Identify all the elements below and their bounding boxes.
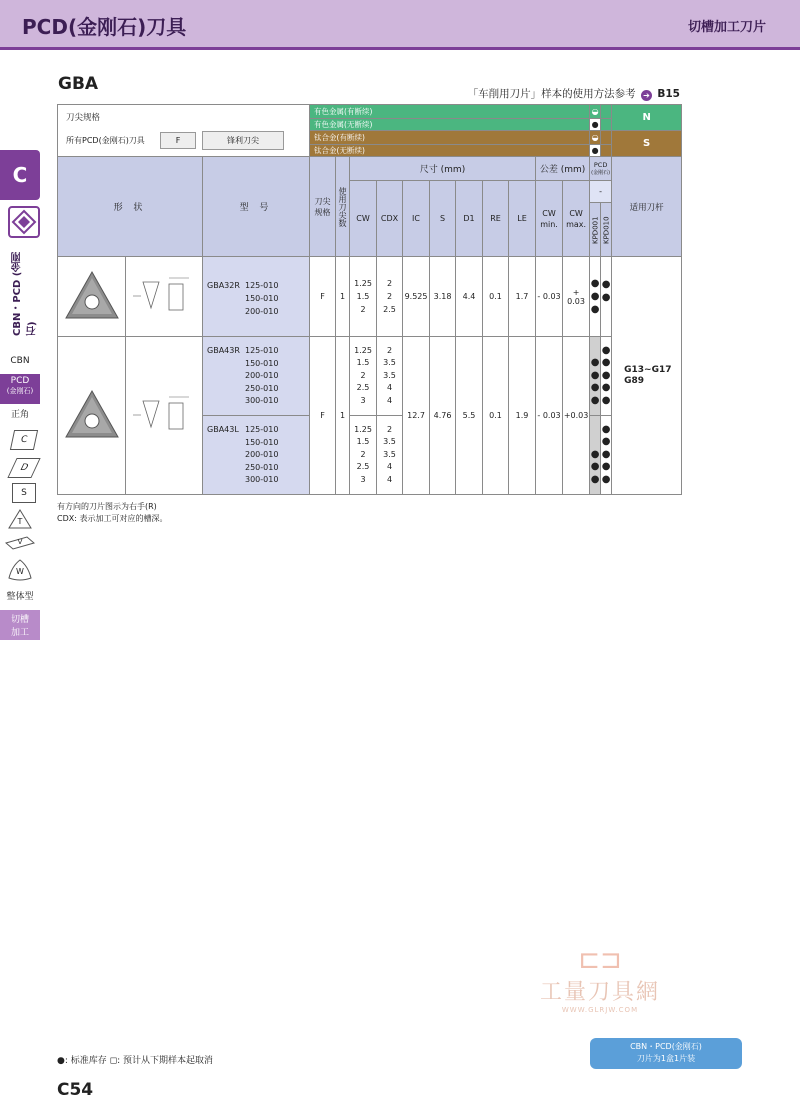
model-size: 300-010 <box>245 475 279 484</box>
col-dim-d1: D1 <box>456 181 483 257</box>
cdx-value: 4 <box>386 383 393 393</box>
cw-value: 3 <box>360 395 366 405</box>
cw-value: 2 <box>360 370 366 380</box>
pcd-dash: - <box>590 181 612 203</box>
cdx-value: 4 <box>386 474 393 484</box>
sidebar-item-w-label: W <box>16 567 24 576</box>
col-tip: 刀尖规格 <box>310 157 336 257</box>
stock-kpd010 <box>601 416 612 495</box>
sidebar-item-v[interactable] <box>0 536 40 553</box>
model-size: 200-010 <box>245 307 279 316</box>
model-cell-32 <box>203 257 310 337</box>
stock-dot: ● <box>590 448 600 460</box>
cdx-value: 3.5 <box>383 358 396 368</box>
holder-value: G13~G17 G89 <box>612 257 682 495</box>
sidebar-item-t[interactable] <box>0 508 40 533</box>
group-s: S <box>612 131 682 157</box>
col-dim-cdx: CDX <box>377 181 403 257</box>
model-size: 150-010 <box>245 358 279 368</box>
col-tol-min: CW min. <box>536 181 563 257</box>
stock-dot: ● <box>590 278 600 289</box>
cw-value: 1.5 <box>356 358 370 368</box>
diamond-insert-icon <box>8 206 40 238</box>
col-model: 型 号 <box>203 157 310 257</box>
stock-legend: ●: 标准库存 ◻: 预计从下期样本起取消 <box>57 1056 213 1066</box>
reference-page[interactable]: B15 <box>657 88 680 100</box>
model-sizes <box>245 279 278 318</box>
model-name: GBA43R <box>207 346 240 355</box>
stock-dot: ● <box>601 473 611 485</box>
insert-photo-43 <box>58 337 126 495</box>
tip-desc: 锋利刀尖 <box>202 131 284 150</box>
model-sizes <box>245 345 278 408</box>
material-mark-empty <box>601 145 612 157</box>
edges-value: 1 <box>336 257 350 337</box>
stock-dot: ● <box>590 461 600 473</box>
cdx-value: 2 <box>386 424 393 434</box>
stock-kpd001 <box>590 337 601 416</box>
insert-photo-32 <box>58 257 126 337</box>
stock-kpd001 <box>590 257 601 337</box>
sidebar-item-pcd-sub: (金刚石) <box>6 387 34 395</box>
watermark <box>530 945 670 1014</box>
page-number: C54 <box>57 1080 94 1100</box>
stock-dot <box>590 345 600 358</box>
model-name: GBA32R <box>207 281 240 290</box>
tip-value: F <box>310 257 336 337</box>
cw-values <box>350 416 377 495</box>
cw-value: 1.5 <box>356 437 370 447</box>
col-dim-cw: CW <box>350 181 377 257</box>
sidebar-vertical-label: CBN・PCD (金刚石) <box>12 251 38 336</box>
cdx-values <box>377 337 403 416</box>
all-pcd-label: 所有PCD(金刚石)刀具 <box>66 136 145 145</box>
material-mark: ◒ <box>590 131 601 145</box>
model-cell-43r <box>203 337 310 416</box>
tol-min-value: - 0.03 <box>536 337 563 495</box>
stock-kpd010 <box>601 257 612 337</box>
cw-value: 2.5 <box>356 462 370 472</box>
model-sizes <box>245 424 278 487</box>
le-value: 1.7 <box>509 257 536 337</box>
grade-kpd001: KPD001 <box>590 203 601 257</box>
tip-value: F <box>310 337 336 495</box>
stock-kpd010 <box>601 337 612 416</box>
model-size: 125-010 <box>245 425 279 434</box>
category-tab-c[interactable]: C <box>0 150 40 200</box>
model-name: GBA43L <box>207 425 239 434</box>
header-divider <box>0 47 800 50</box>
cdx-value: 2.5 <box>383 305 396 314</box>
cw-values <box>350 257 377 337</box>
model-size: 125-010 <box>245 281 279 290</box>
gba-spec-table <box>57 104 682 495</box>
cdx-value: 2 <box>386 345 393 355</box>
cw-value: 1.25 <box>354 424 372 434</box>
note-line: CDX: 表示加工可对应的槽深。 <box>57 514 168 523</box>
material-mark: ● <box>590 145 601 157</box>
s-value: 3.18 <box>430 257 456 337</box>
sidebar-item-grooving-line2: 加工 <box>10 628 29 638</box>
stock-dot: ● <box>601 382 611 394</box>
sidebar-item-cbn[interactable]: CBN <box>10 356 30 366</box>
product-heading: GBA <box>58 74 99 94</box>
edges-value: 1 <box>336 337 350 495</box>
stock-dot: ● <box>590 291 600 302</box>
stock-dot: ● <box>601 357 611 369</box>
col-pcd <box>590 157 612 181</box>
tip-code: F <box>160 132 196 149</box>
model-cell-43l <box>203 416 310 495</box>
cdx-values <box>377 416 403 495</box>
stock-kpd001 <box>590 416 601 495</box>
cw-value: 2 <box>360 305 366 314</box>
insert-drawing-43 <box>126 337 203 495</box>
model-size: 125-010 <box>245 346 279 355</box>
sidebar-item-w[interactable] <box>0 558 40 585</box>
material-row: 有色金属(有断续) <box>310 105 590 119</box>
cdx-value: 3.5 <box>383 437 396 447</box>
reference-note <box>468 86 680 101</box>
model-size: 250-010 <box>245 462 279 472</box>
model-size: 150-010 <box>245 294 279 303</box>
model-size: 300-010 <box>245 396 279 405</box>
sidebar-item-solid[interactable]: 整体型 <box>6 592 34 602</box>
ic-value: 12.7 <box>403 337 430 495</box>
note-line: 有方向的刀片图示为右手(R) <box>57 502 157 511</box>
stock-dot: ● <box>590 382 600 394</box>
cw-value: 2.5 <box>356 383 370 393</box>
stock-dot: ● <box>601 369 611 381</box>
tol-min-value: - 0.03 <box>536 257 563 337</box>
material-row: 钛合金(无断续) <box>310 145 590 157</box>
model-size: 200-010 <box>245 371 279 380</box>
sidebar-item-v-label: V <box>17 538 23 546</box>
badge-line1: CBN・PCD(金刚石) <box>630 1042 702 1051</box>
page-title: PCD(金刚石)刀具 <box>22 15 187 39</box>
reference-text: 「车削用刀片」样本的使用方法参考 <box>467 88 636 100</box>
watermark-url: WWW.GLRJW.COM <box>561 1006 639 1014</box>
sidebar-item-pcd-label: PCD <box>10 376 30 386</box>
col-dim-s: S <box>430 181 456 257</box>
stock-dot <box>590 436 600 449</box>
pcd-label: PCD <box>593 160 608 169</box>
cw-value: 3 <box>360 474 366 484</box>
material-row: 有色金属(无断续) <box>310 119 590 131</box>
cdx-value: 2 <box>386 279 393 288</box>
grade-kpd010: KPD010 <box>601 203 612 257</box>
stock-dot <box>590 424 600 437</box>
section-title: 切槽加工刀片 <box>687 20 766 35</box>
model-size: 250-010 <box>245 383 279 393</box>
col-size: 尺寸 (mm) <box>350 157 536 181</box>
material-mark-empty <box>601 105 612 119</box>
material-mark: ◒ <box>590 105 601 119</box>
sidebar-item-s[interactable]: S <box>12 483 36 503</box>
stock-dot: ● <box>590 394 600 406</box>
material-mark-empty <box>601 119 612 131</box>
sidebar-item-c[interactable]: C <box>10 430 38 450</box>
badge-line2: 刀片为1盒1片装 <box>636 1054 696 1063</box>
pcd-sub-label: (金刚石) <box>591 169 611 176</box>
sidebar-item-pcd[interactable] <box>0 374 40 404</box>
re-value: 0.1 <box>483 337 509 495</box>
watermark-logo-icon: ⊏⊐ <box>578 945 622 975</box>
cdx-value: 2 <box>386 292 393 301</box>
tol-max-value: +0.03 <box>563 337 590 495</box>
tol-max-value: + 0.03 <box>563 257 590 337</box>
model-size: 150-010 <box>245 437 279 447</box>
stock-dot: ● <box>601 292 611 303</box>
ic-value: 9.525 <box>403 257 430 337</box>
arrow-right-icon: ➔ <box>641 90 652 101</box>
col-tol-max: CW max. <box>563 181 590 257</box>
stock-dot: ● <box>601 448 611 460</box>
stock-dot: ● <box>590 304 600 315</box>
col-shape: 形 状 <box>58 157 203 257</box>
stock-dot: ● <box>601 394 611 406</box>
s-value: 4.76 <box>430 337 456 495</box>
sidebar-item-grooving-line1: 切槽 <box>10 615 29 625</box>
d1-value: 4.4 <box>456 257 483 337</box>
material-row: 钛合金(有断续) <box>310 131 590 145</box>
sidebar-item-t-label: T <box>17 517 23 526</box>
stock-dot: ● <box>601 344 611 356</box>
col-dim-ic: IC <box>403 181 430 257</box>
cdx-value: 3.5 <box>383 370 396 380</box>
watermark-brand: 工量刀具網 <box>539 980 660 1005</box>
col-edges: 使用刀尖数 <box>336 157 350 257</box>
cdx-value: 3.5 <box>383 449 396 459</box>
cdx-value: 4 <box>386 395 393 405</box>
stock-dot: ● <box>601 279 611 290</box>
re-value: 0.1 <box>483 257 509 337</box>
stock-dot: ● <box>601 436 611 448</box>
tip-spec-box <box>58 105 310 157</box>
sidebar-item-d[interactable]: D <box>7 458 40 478</box>
stock-dot: ● <box>590 473 600 485</box>
sidebar-item-grooving[interactable] <box>0 610 40 640</box>
cw-value: 2 <box>360 449 366 459</box>
cw-values <box>350 337 377 416</box>
group-n: N <box>612 105 682 131</box>
le-value: 1.9 <box>509 337 536 495</box>
col-dim-re: RE <box>483 181 509 257</box>
model-size: 200-010 <box>245 450 279 459</box>
stock-dot: ● <box>601 423 611 435</box>
d1-value: 5.5 <box>456 337 483 495</box>
cdx-value: 4 <box>386 462 393 472</box>
stock-dot: ● <box>590 357 600 369</box>
cdx-values <box>377 257 403 337</box>
col-tolerance: 公差 (mm) <box>536 157 590 181</box>
col-dim-le: LE <box>509 181 536 257</box>
table-notes <box>57 501 167 525</box>
tip-spec-label: 刀尖规格 <box>66 113 101 123</box>
packaging-badge <box>590 1038 742 1069</box>
insert-drawing-32 <box>126 257 203 337</box>
stock-dot: ● <box>601 461 611 473</box>
cw-value: 1.5 <box>356 292 370 301</box>
material-mark-empty <box>601 131 612 145</box>
cw-value: 1.25 <box>354 279 372 288</box>
col-holder: 适用刀杆 <box>612 157 682 257</box>
sidebar-item-positive[interactable]: 正角 <box>10 410 29 420</box>
stock-dot: ● <box>590 369 600 381</box>
material-mark: ● <box>590 119 601 131</box>
cw-value: 1.25 <box>354 345 372 355</box>
